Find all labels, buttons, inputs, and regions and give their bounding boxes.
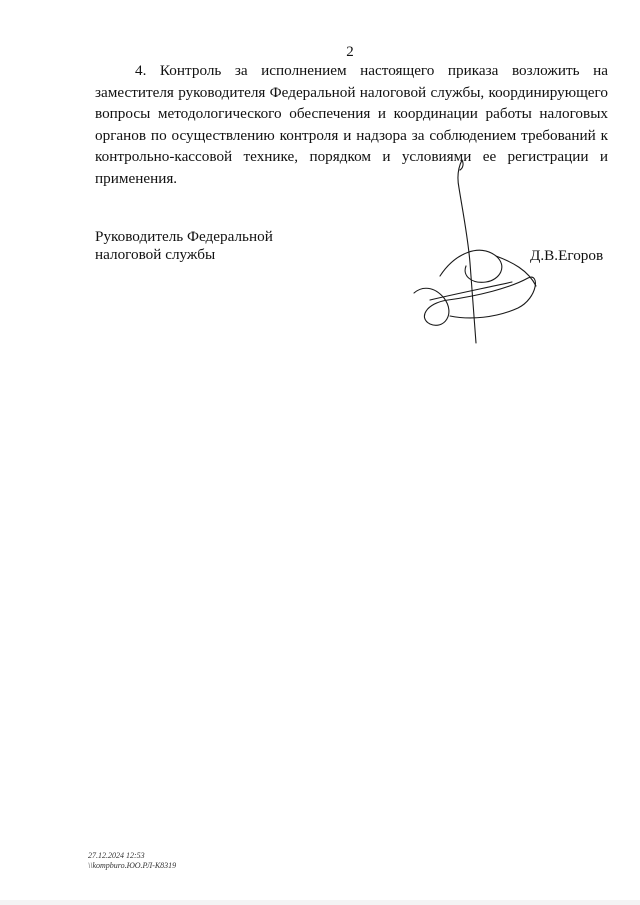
signature-stroke-vertical [458, 160, 476, 343]
signature-stroke-cross [430, 282, 512, 300]
document-footer [88, 851, 176, 871]
footer-file-path: \\kompburo.ЮО.РЛ-К8319 [88, 861, 177, 870]
page-bottom-edge [0, 900, 640, 905]
body-paragraph: 4. Контроль за исполнением настоящего приказа возложить на заместителя руководителя Федеральной налоговой службы, координирующего вопросы методологического обеспечения и координации работы налоговых органов по осуществлению контроля и надзора за соблюдением требований к контрольно-кассовой технике, порядком и условиями ее регистрации и применения. [95, 62, 608, 187]
signer-title-line2: налоговой службы [95, 246, 216, 263]
signature-stroke-loop-lower [414, 277, 535, 325]
signer-title [95, 228, 345, 264]
signer-title-line1: Руководитель Федеральной [95, 228, 273, 245]
handwritten-signature [400, 158, 550, 348]
page-number: 2 [346, 44, 354, 60]
signer-name: Д.В.Егоров [530, 247, 604, 264]
footer-timestamp: 27.12.2024 12:53 [88, 851, 145, 860]
